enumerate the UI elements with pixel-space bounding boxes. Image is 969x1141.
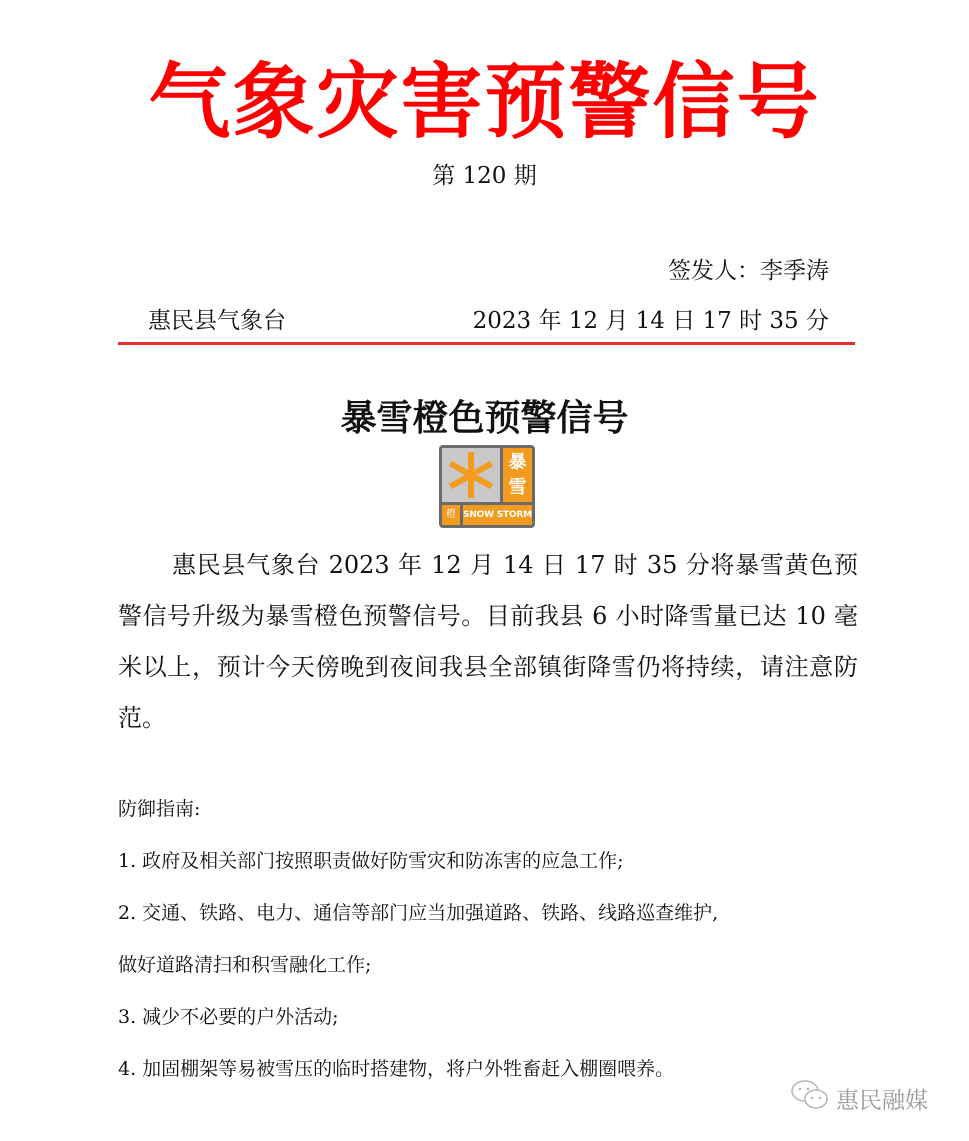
issuing-organization: 惠民县气象台 bbox=[148, 308, 286, 334]
guide-item: 做好道路清扫和积雪融化工作; bbox=[118, 954, 372, 976]
icon-chinese-label: 暴 雪 bbox=[503, 448, 532, 502]
warning-paragraph: 惠民县气象台 2023 年 12 月 14 日 17 时 35 分将暴雪黄色预警信号升级为暴雪橙色预警信号。目前我县 6 小时降雪量已达 10 毫米以上，预计今天傍晚到夜间我县全部镇街降雪仍将持续，请注意防范。 bbox=[118, 551, 858, 732]
signer: 签发人：李季涛 bbox=[668, 258, 829, 284]
document-title: 气象灾害预警信号 bbox=[148, 54, 821, 150]
issue-datetime: 2023 年 12 月 14 日 17 时 35 分 bbox=[472, 308, 829, 334]
snowflake-icon bbox=[442, 448, 500, 502]
watermark bbox=[790, 1078, 928, 1118]
watermark-text: 惠民融媒 bbox=[836, 1087, 928, 1114]
snowstorm-orange-icon bbox=[439, 445, 535, 528]
guide-item: 1. 政府及相关部门按照职责做好防雪灾和防冻害的应急工作; bbox=[118, 850, 624, 872]
guide-item: 3. 减少不必要的户外活动; bbox=[118, 1006, 339, 1028]
guide-item: 2. 交通、铁路、电力、通信等部门应当加强道路、铁路、线路巡查维护, bbox=[118, 902, 719, 924]
icon-level-label: 橙 bbox=[442, 505, 460, 525]
wechat-icon bbox=[790, 1078, 830, 1118]
icon-english-label: SNOW STORM bbox=[463, 505, 532, 525]
header-divider bbox=[118, 342, 855, 345]
guide-heading: 防御指南: bbox=[118, 798, 201, 820]
guide-item: 4. 加固棚架等易被雪压的临时搭建物，将户外牲畜赶入棚圈喂养。 bbox=[118, 1058, 675, 1080]
signal-title: 暴雪橙色预警信号 bbox=[340, 397, 629, 439]
issue-number: 第 120 期 bbox=[432, 163, 537, 189]
defense-guide bbox=[118, 783, 878, 1095]
